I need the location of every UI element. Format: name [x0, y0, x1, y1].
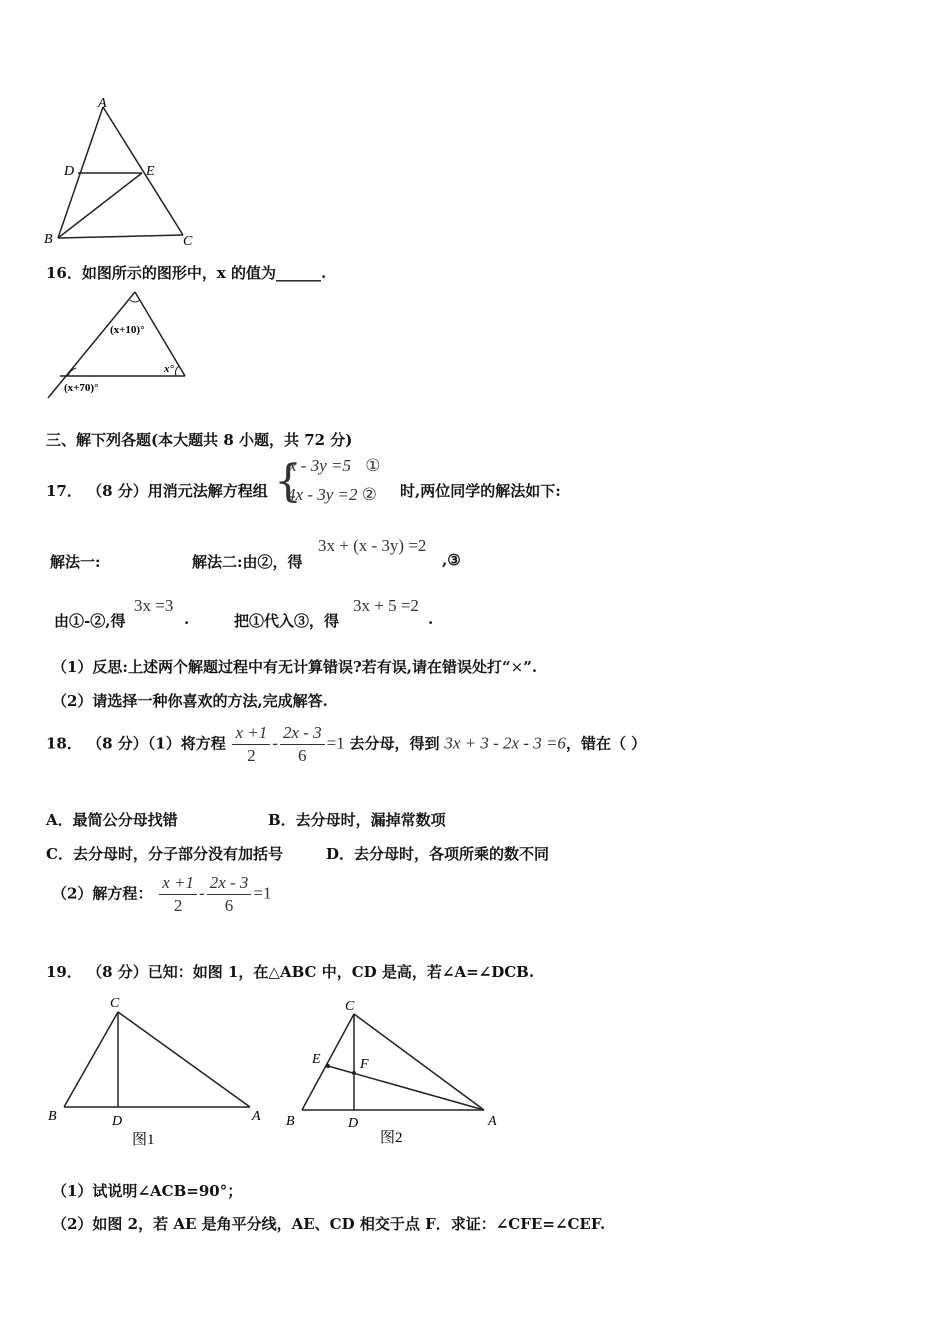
q18-mid: 去分母，得到: [349, 734, 440, 753]
q18-eq-one: =1: [326, 733, 345, 753]
q18-part2: [52, 872, 272, 917]
q18-part2-label: （2）解方程：: [52, 884, 153, 903]
q19-sub2: （2）如图 2，若 AE 是角平分线，AE、CD 相交于点 F．求证：∠CFE=∠CEF.: [52, 1215, 606, 1233]
system-brace: {: [274, 456, 302, 507]
q18-line: [46, 722, 646, 767]
q18-frac2: [280, 722, 325, 767]
q18-part2-eq-one: =1: [253, 883, 272, 903]
q16-text: 16．如图所示的图形中，x 的值为______.: [46, 264, 327, 282]
eq1-text: x - 3y =5: [289, 456, 351, 475]
line2-dot1: .: [184, 610, 190, 628]
label-c: C: [183, 234, 193, 249]
eq2-text: 4x - 3y =2: [287, 485, 358, 504]
q17-sub1: [52, 656, 537, 677]
fig2-c: C: [345, 999, 355, 1014]
fig2-e: E: [312, 1052, 321, 1067]
fig2-f: F: [360, 1057, 369, 1072]
q17-eq1: [289, 456, 380, 476]
q17-suffix: 时,两位同学的解法如下:: [400, 482, 561, 500]
fig2-d: D: [348, 1116, 359, 1131]
fig1-c: C: [110, 996, 120, 1011]
triangle-ade-figure: [40, 95, 210, 255]
fig1-d: D: [112, 1114, 123, 1129]
angle-bottom-label: (x+70)°: [64, 382, 99, 394]
label-a: A: [98, 96, 107, 111]
figure-1: [44, 992, 274, 1152]
method2-tail: ,③: [442, 551, 461, 569]
p2-frac1-den: 2: [173, 896, 183, 915]
q18-prefix: 18． （8 分）（1）将方程: [46, 734, 226, 753]
line2-eq2: 3x + 5 =2: [353, 596, 419, 615]
q18-option-d: D．去分母时，各项所乘的数不同: [326, 845, 550, 863]
q18-option-c: C．去分母时，分子部分没有加括号: [46, 845, 283, 863]
q18-option-b: B．去分母时，漏掉常数项: [268, 811, 446, 829]
q17-eq2: [287, 485, 377, 505]
section-3-title: 三、解下列各题(本大题共 8 小题，共 72 分): [46, 431, 353, 449]
line2-mid: 把①代入③，得: [234, 612, 340, 630]
line2-eq1: 3x =3: [134, 596, 174, 615]
cross-mark: ×: [510, 658, 524, 676]
figure-2: [282, 994, 512, 1154]
q19-sub1: （1）试说明∠ACB=90°；: [52, 1182, 243, 1200]
line2-left: 由①-②,得: [54, 612, 126, 630]
fig2-b: B: [286, 1114, 295, 1129]
fig1-a: A: [252, 1109, 261, 1124]
q17-prefix: 17． （8 分）用消元法解方程组: [46, 482, 268, 500]
q18-minus: -: [272, 733, 278, 753]
frac1-num: x +1: [232, 722, 270, 745]
angle-top-label: (x+10)°: [110, 324, 145, 336]
eq2-mark: ②: [361, 485, 377, 504]
q18-frac1: [232, 722, 270, 767]
fig1-caption: 图1: [132, 1132, 155, 1148]
q18-part2-frac1: [159, 872, 197, 917]
p2-frac1-num: x +1: [159, 872, 197, 895]
fig2-a: A: [488, 1114, 497, 1129]
label-b: B: [44, 232, 53, 247]
line2-dot2: .: [428, 610, 434, 628]
q18-result: 3x + 3 - 2x - 3 =6: [444, 733, 566, 753]
q18-part2-minus: -: [199, 883, 205, 903]
q19-text: 19． （8 分）已知：如图 1，在△ABC 中，CD 是高，若∠A=∠DCB.: [46, 963, 535, 981]
angle-right-label: x°: [164, 363, 174, 375]
q17-sub1-text: （1）反思:上述两个解题过程中有无计算错误?若有误,请在错误处打“: [52, 658, 511, 676]
frac1-den: 2: [247, 746, 256, 765]
frac2-den: 6: [298, 746, 307, 765]
q17-sub1-end: ”.: [523, 658, 538, 676]
q18-part2-frac2: [207, 872, 252, 917]
frac2-num: 2x - 3: [280, 722, 325, 745]
p2-frac2-num: 2x - 3: [207, 872, 252, 895]
q18-suffix: ，错在（ ）: [565, 734, 647, 753]
eq1-mark: ①: [365, 456, 381, 475]
q17-sub2: （2）请选择一种你喜欢的方法,完成解答.: [52, 692, 328, 710]
method2-eq: 3x + (x - 3y) =2: [318, 536, 427, 555]
method2-label: 解法二:由②，得: [192, 553, 303, 571]
method1-label: 解法一:: [50, 553, 101, 571]
fig1-b: B: [48, 1109, 57, 1124]
p2-frac2-den: 6: [224, 896, 234, 915]
label-e: E: [146, 164, 155, 179]
fig2-caption: 图2: [380, 1130, 403, 1146]
triangle-x-figure: [44, 288, 204, 403]
label-d: D: [64, 164, 75, 179]
q18-option-a: A．最简公分母找错: [46, 811, 178, 829]
